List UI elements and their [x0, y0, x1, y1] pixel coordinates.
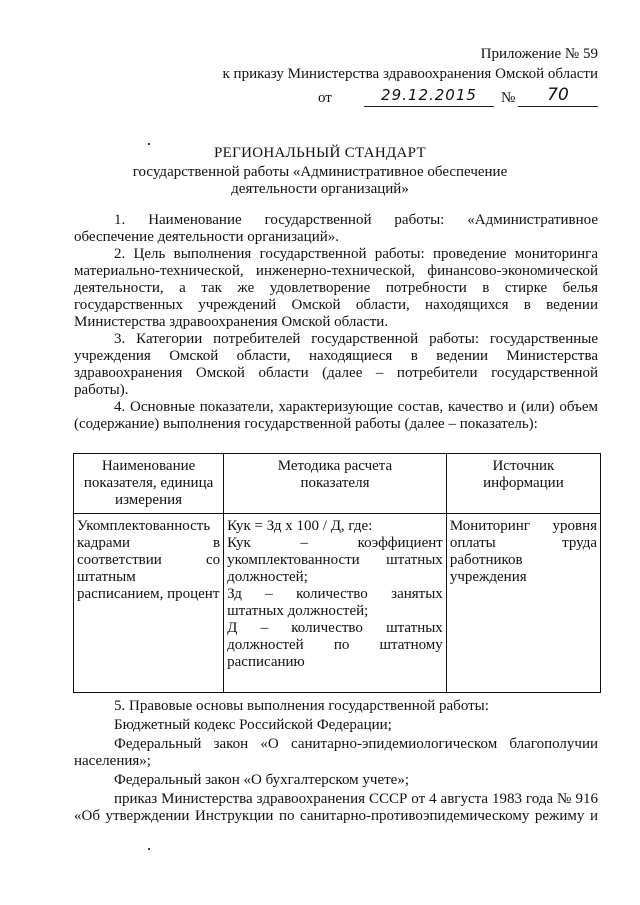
section-4-last-line: (содержание) выполнения государственной работы (далее – показатель):	[74, 416, 538, 432]
header-text: показателя	[300, 475, 370, 491]
legal-basis-item: Бюджетный кодекс Российской Федерации;	[114, 717, 392, 733]
cell-line: Кук – коэффициент	[227, 535, 443, 551]
speck-mark	[148, 848, 150, 850]
cell-line: штатных должностей;	[227, 603, 369, 619]
section-2-last-line: Министерства здравоохранения Омской области.	[74, 314, 389, 330]
header-cell-indicator-name	[74, 454, 224, 514]
cell-line: Мониторинг уровня	[449, 518, 597, 534]
cell-line: штатным	[77, 569, 136, 585]
indicators-table	[73, 453, 601, 693]
section-3-first-line: 3. Категории потребителей государственной работы: государственные	[114, 331, 598, 347]
body-sections	[74, 212, 598, 433]
cell-line: Зд – количество занятых	[227, 586, 443, 602]
section-3-last-line: работы).	[74, 382, 129, 398]
from-label: от	[318, 90, 332, 106]
order-date-row	[318, 85, 598, 110]
document-title: РЕГИОНАЛЬНЫЙ СТАНДАРТ	[214, 145, 426, 161]
appendix-header	[223, 46, 599, 85]
document-subtitle-line1: государственной работы «Административное обеспечение	[132, 164, 508, 180]
order-reference: к приказу Министерства здравоохранения Омской области	[222, 66, 598, 82]
section-5	[74, 698, 598, 825]
legal-basis-item: приказ Министерства здравоохранения СССР от 4 августа 1983 года № 916	[114, 791, 598, 807]
cell-indicator	[74, 514, 224, 693]
header-text: показателя, единица	[83, 475, 214, 491]
section-5-heading: 5. Правовые основы выполнения государственной работы:	[114, 698, 489, 714]
cell-line: кадрами в	[77, 535, 221, 551]
header-text: измерения	[115, 492, 183, 508]
section-2-line: государственных учреждений Омской области, находящихся в ведении	[74, 297, 598, 313]
section-4-first-line: 4. Основные показатели, характеризующие состав, качество и (или) объем	[114, 399, 598, 415]
cell-line: расписанием, процент	[77, 586, 220, 602]
section-1-first-line: 1. Наименование государственной работы: «Административное	[114, 212, 598, 228]
section-3-line: здравоохранения Омской области (далее – потребители государственной	[74, 365, 598, 381]
header-text: информации	[483, 475, 564, 491]
legal-basis-item-cont: «Об утверждении Инструкции по санитарно-противоэпидемическому режиму и	[74, 808, 598, 824]
header-text: Источник	[492, 458, 555, 474]
header-text: Наименование	[101, 458, 196, 474]
cell-line: расписанию	[227, 654, 305, 670]
table-header-row	[74, 454, 601, 514]
number-label: №	[501, 90, 516, 106]
cell-source	[446, 514, 600, 693]
handwritten-date: 29.12.2015	[364, 87, 494, 107]
header-cell-method	[224, 454, 447, 514]
section-2-line: материально-технической, инженерно-технической, финансово-экономической	[74, 263, 598, 279]
legal-basis-item: Федеральный закон «О санитарно-эпидемиологическом благополучии	[114, 736, 598, 752]
cell-line: должностей по штатному	[227, 637, 443, 653]
legal-basis-item-cont: населения»;	[74, 753, 151, 769]
section-2-first-line: 2. Цель выполнения государственной работы: проведение мониторинга	[114, 246, 598, 262]
legal-basis-item: Федеральный закон «О бухгалтерском учете»;	[114, 772, 409, 788]
handwritten-number: 70	[518, 87, 598, 107]
cell-line: оплаты труда	[449, 535, 597, 551]
cell-line: работников	[449, 552, 523, 568]
cell-line: должностей;	[227, 569, 308, 585]
section-3-line: учреждения Омской области, находящиеся в ведении Министерства	[74, 348, 598, 364]
table-row	[74, 514, 601, 693]
cell-line: Д – количество штатных	[227, 620, 443, 636]
document-subtitle-line2: деятельности организаций»	[231, 181, 409, 197]
cell-line: Кук = Зд х 100 / Д, где:	[227, 518, 373, 534]
header-text: Методика расчета	[277, 458, 393, 474]
section-1-rest: обеспечение деятельности организаций».	[74, 229, 339, 245]
header-cell-source	[446, 454, 600, 514]
section-2-line: деятельности, а так же удовлетворение потребности в стирке белья	[74, 280, 598, 296]
appendix-number: Приложение № 59	[480, 46, 598, 62]
cell-line: соответствии со	[77, 552, 221, 568]
cell-line: учреждения	[449, 569, 527, 585]
cell-line: Укомплектованность	[77, 518, 211, 534]
cell-line: укомплектованности штатных	[227, 552, 443, 568]
cell-method	[224, 514, 447, 693]
